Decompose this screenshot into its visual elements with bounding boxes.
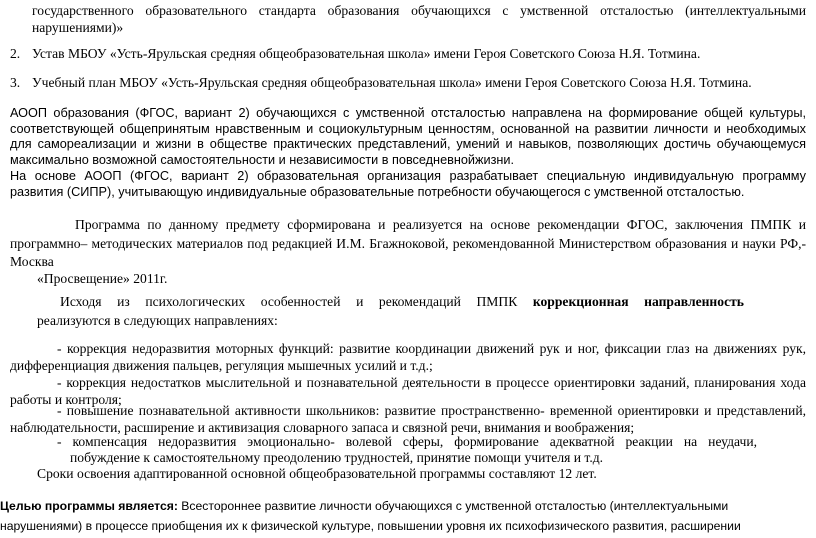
list-item-1-text: - коррекция недоразвития моторных функций: развитие координации движений рук и ног, фиксации глаз на движениях рук, дифференциация движения пальцев, регуляция мышечных усилий и т.д.;: [10, 341, 806, 373]
list-item-4-continuation-text: побуждение к самостоятельному преодолению трудностей, принятие помощи учителя и т.д.: [70, 450, 604, 465]
word-2: из: [117, 294, 130, 309]
directions-line-2-text: реализуются в следующих направлениях:: [37, 313, 278, 328]
reference-1: [10, 3, 806, 36]
word-5: и: [356, 294, 364, 309]
program-text: Программа по данному предмету сформирована и реализуется на основе рекомендации ФГОС, заключения ПМПК и программно– методических материалов под редакцией И.М. Бгажноковой, рекомендованной Министерством образования и науки РФ,- Москва: [10, 217, 806, 269]
bold-term-1: коррекционная: [532, 294, 629, 309]
goal-label: Целью программы является:: [0, 499, 178, 513]
publisher-text: «Просвещение» 2011г.: [37, 271, 168, 286]
goal-paragraph: [0, 496, 812, 536]
directions-line-2: [37, 313, 437, 330]
word-4: особенностей: [260, 294, 341, 309]
list-item-4: [57, 434, 757, 451]
list-item-4-continuation: [70, 450, 770, 467]
list-item-2-text: - коррекция недостатков мыслительной и познавательной деятельности в процессе ориентировки заданий, планирования хода работы и контроля;: [10, 375, 806, 407]
terms-line: [37, 466, 797, 483]
bold-term-2: направленность: [644, 294, 744, 309]
reference-3-number: 3.: [10, 75, 21, 90]
list-item-3: [10, 402, 806, 436]
program-paragraph: [10, 216, 806, 272]
word-1: Исходя: [60, 294, 102, 309]
list-item-1: [10, 340, 806, 374]
publisher-line: [37, 271, 337, 288]
reference-2-number: 2.: [10, 46, 21, 61]
goal-text: Всестороннее развитие личности обучающихся с умственной отсталостью (интеллектуальными нарушениями) в процессе приобщения их к физической культуре, повышении уровня их психофизического развития, расширении: [0, 499, 741, 533]
reference-3-text: Учебный план МБОУ «Усть-Ярульская средняя общеобразовательная школа» имени Героя Советского Союза Н.Я. Тотмина.: [32, 75, 752, 90]
sipr-paragraph: [10, 169, 806, 200]
reference-1-text: государственного образовательного стандарта образования обучающихся с умственной отсталостью (интеллектуальными нарушениями)»: [32, 3, 806, 35]
terms-text: Сроки освоения адаптированной основной общеобразовательной программы составляют 12 лет.: [37, 466, 597, 481]
word-7: ПМПК: [476, 294, 518, 309]
directions-heading: [60, 294, 744, 311]
reference-2-text: Устав МБОУ «Усть-Ярульская средняя общеобразовательная школа» имени Героя Советского Союза Н.Я. Тотмина.: [32, 46, 701, 61]
reference-2: [10, 46, 806, 63]
word-6: рекомендаций: [378, 294, 461, 309]
list-item-3-text: - повышение познавательной активности школьников: развитие пространственно- временной ориентировки и представлений, наблюдательности, расширение и активизация словарного запаса и связной речи, внимания и воображения;: [10, 403, 806, 435]
sipr-text: На основе АООП (ФГОС, вариант 2) образовательная организация разрабатывает специальную индивидуальную программу развития (СИПР), учитывающую индивидуальные образовательные потребности обучающегося с умственной отсталостью.: [10, 169, 806, 199]
reference-1-number: [10, 3, 32, 20]
word-3: психологических: [145, 294, 246, 309]
aoop-paragraph: [10, 106, 806, 168]
list-item-4-text: - компенсация недоразвития эмоционально- волевой сферы, формирование адекватной реакции на неудачи,: [57, 434, 757, 449]
reference-3: [10, 75, 806, 92]
aoop-text: АООП образования (ФГОС, вариант 2) обучающихся с умственной отсталостью направлена на формирование общей культуры, соответствующей общепринятым нравственным и социокультурным ценностям, основанной на развитии личности и необходимых для самореализации и жизни в обществе практических представлений, умений и навыков, позволяющих достичь обучающемуся максимально возможной самостоятельности и независимости в повседневнойжизни.: [10, 106, 806, 167]
